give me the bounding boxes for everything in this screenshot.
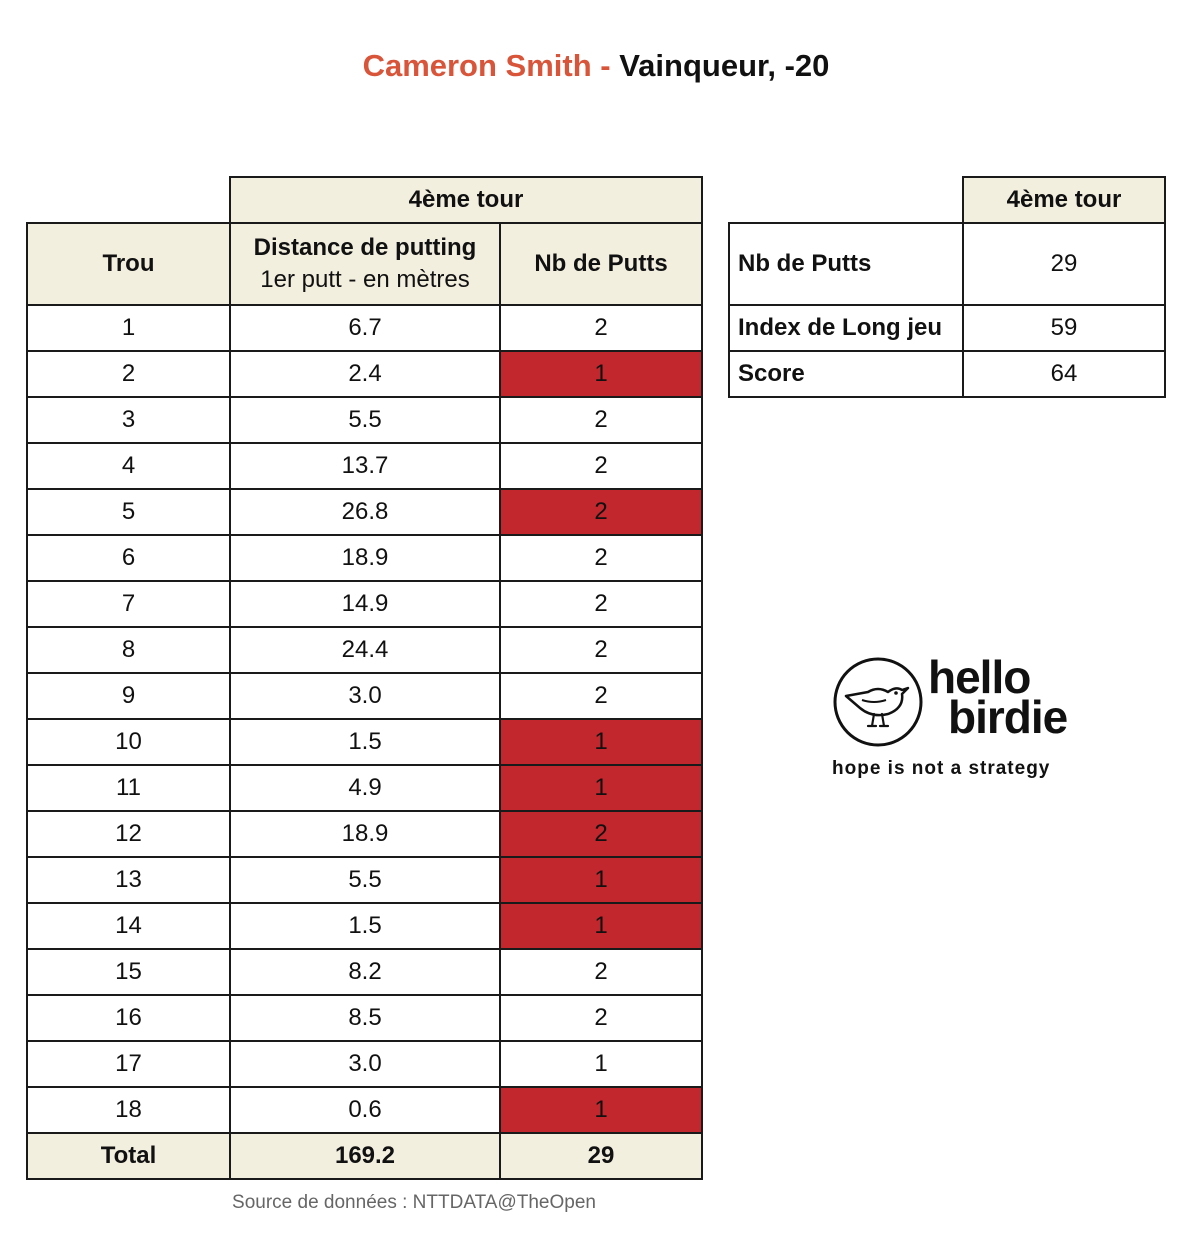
distance-header-main: Distance de putting — [253, 234, 477, 261]
table-row — [27, 627, 702, 673]
table-row — [27, 903, 702, 949]
table-row — [27, 949, 702, 995]
summary-value: 64 — [963, 351, 1165, 397]
hole-cell: 13 — [27, 857, 230, 903]
page-title — [0, 48, 1192, 84]
putts-cell: 1 — [500, 351, 702, 397]
hole-cell: 18 — [27, 1087, 230, 1133]
distance-cell: 1.5 — [230, 719, 500, 765]
summary-label: Nb de Putts — [729, 223, 963, 305]
distance-header-sub: 1er putt - en mètres — [260, 266, 470, 293]
empty-corner-cell — [27, 177, 230, 223]
table-row — [27, 443, 702, 489]
hole-cell: 1 — [27, 305, 230, 351]
table-row — [27, 719, 702, 765]
putts-cell: 2 — [500, 489, 702, 535]
table-row — [27, 535, 702, 581]
logo-word-hello: hello — [928, 651, 1031, 703]
hole-cell: 9 — [27, 673, 230, 719]
hole-cell: 12 — [27, 811, 230, 857]
hole-cell: 3 — [27, 397, 230, 443]
putts-cell: 1 — [500, 857, 702, 903]
table-row — [27, 765, 702, 811]
distance-cell: 8.2 — [230, 949, 500, 995]
putts-cell: 1 — [500, 1087, 702, 1133]
putts-cell: 2 — [500, 305, 702, 351]
table-row — [27, 1087, 702, 1133]
distance-cell: 3.0 — [230, 1041, 500, 1087]
distance-cell: 1.5 — [230, 903, 500, 949]
empty-corner-cell — [729, 177, 963, 223]
hole-cell: 17 — [27, 1041, 230, 1087]
hole-cell: 14 — [27, 903, 230, 949]
summary-row — [729, 223, 1165, 305]
putts-cell: 2 — [500, 995, 702, 1041]
distance-cell: 6.7 — [230, 305, 500, 351]
table-row — [27, 1041, 702, 1087]
distance-cell: 18.9 — [230, 535, 500, 581]
putting-table — [26, 176, 703, 1180]
summary-row — [729, 351, 1165, 397]
summary-value: 29 — [963, 223, 1165, 305]
putts-column-header: Nb de Putts — [500, 223, 702, 305]
putts-cell: 1 — [500, 765, 702, 811]
hole-cell: 10 — [27, 719, 230, 765]
distance-cell: 3.0 — [230, 673, 500, 719]
putts-cell: 2 — [500, 581, 702, 627]
total-distance-cell: 169.2 — [230, 1133, 500, 1179]
total-row — [27, 1133, 702, 1179]
summary-row — [729, 305, 1165, 351]
hole-cell: 7 — [27, 581, 230, 627]
hole-cell: 6 — [27, 535, 230, 581]
summary-round-header: 4ème tour — [963, 177, 1165, 223]
distance-column-header — [230, 223, 500, 305]
putts-cell: 2 — [500, 535, 702, 581]
putts-cell: 2 — [500, 627, 702, 673]
putts-cell: 2 — [500, 397, 702, 443]
distance-cell: 24.4 — [230, 627, 500, 673]
table-row — [27, 397, 702, 443]
putts-cell: 2 — [500, 811, 702, 857]
distance-cell: 2.4 — [230, 351, 500, 397]
distance-cell: 4.9 — [230, 765, 500, 811]
table-row — [27, 351, 702, 397]
table-row — [27, 857, 702, 903]
hole-cell: 11 — [27, 765, 230, 811]
table-row — [27, 581, 702, 627]
distance-cell: 14.9 — [230, 581, 500, 627]
summary-table — [728, 176, 1166, 398]
distance-cell: 0.6 — [230, 1087, 500, 1133]
bird-circle-icon — [832, 656, 924, 748]
putts-cell: 1 — [500, 719, 702, 765]
putts-cell: 1 — [500, 903, 702, 949]
hole-cell: 8 — [27, 627, 230, 673]
summary-value: 59 — [963, 305, 1165, 351]
total-label-cell: Total — [27, 1133, 230, 1179]
putts-cell: 2 — [500, 443, 702, 489]
table-row — [27, 673, 702, 719]
player-name: Cameron Smith - — [362, 48, 620, 83]
distance-cell: 18.9 — [230, 811, 500, 857]
data-source: Source de données : NTTDATA@TheOpen — [232, 1192, 596, 1213]
distance-cell: 5.5 — [230, 397, 500, 443]
distance-cell: 26.8 — [230, 489, 500, 535]
table-row — [27, 811, 702, 857]
table-row — [27, 489, 702, 535]
total-putts-cell: 29 — [500, 1133, 702, 1179]
putts-cell: 1 — [500, 1041, 702, 1087]
result-text: Vainqueur, -20 — [619, 48, 830, 83]
hole-column-header: Trou — [27, 223, 230, 305]
hello-birdie-logo — [832, 651, 1072, 786]
summary-label: Index de Long jeu — [729, 305, 963, 351]
summary-label: Score — [729, 351, 963, 397]
hole-cell: 5 — [27, 489, 230, 535]
logo-word-birdie: birdie — [948, 691, 1068, 743]
hole-cell: 4 — [27, 443, 230, 489]
table-row — [27, 305, 702, 351]
hole-cell: 2 — [27, 351, 230, 397]
hole-cell: 15 — [27, 949, 230, 995]
distance-cell: 13.7 — [230, 443, 500, 489]
round-header: 4ème tour — [230, 177, 702, 223]
hole-cell: 16 — [27, 995, 230, 1041]
distance-cell: 8.5 — [230, 995, 500, 1041]
putts-cell: 2 — [500, 673, 702, 719]
table-row — [27, 995, 702, 1041]
distance-cell: 5.5 — [230, 857, 500, 903]
putts-cell: 2 — [500, 949, 702, 995]
logo-tagline: hope is not a strategy — [832, 758, 1051, 779]
